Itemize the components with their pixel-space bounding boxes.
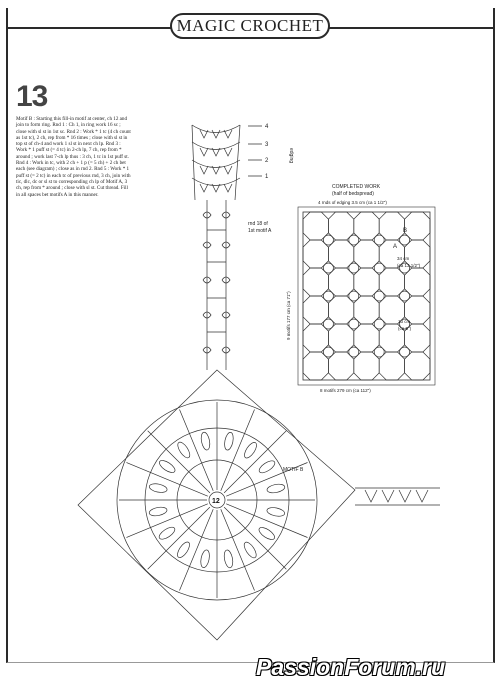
octagon-motif — [354, 352, 379, 380]
fill-size-in-label: (ca 5") — [398, 326, 412, 331]
fill-in-motif — [323, 319, 333, 329]
octagon-motif — [328, 240, 353, 268]
fill-in-motif — [323, 263, 333, 273]
fill-in-motif — [374, 319, 384, 329]
edging-label: edging — [288, 148, 294, 164]
fill-in-motif — [400, 235, 410, 245]
instructions-body: Motif B : Starting this fill-in motif at center, ch 12 and join to form ring. Rnd 1 : Ch 1, in ring work 16 sc ; close with sl st in 1st sc. Rnd 2 : Work * 1 tc (4 ch count as 1st tc), 2 ch, rep from * 16 times ; close with sl st in top st of ch-4 and work 1 sl st in next ch lp. Rnd 3 : Work * 1 puff st (= 4 tc) in 2-ch lp, 7 ch, rep from * around ; work last 7-ch lp thus : 3 ch, 1 tc in 1st puff st. Rnd 4 : Work in tc, with 2 ch + 1 p (= 5 ch) + 2 ch bet each (see diagram) ; close as in rnd 2. Rnd 5 : Work * 1 puff st (= 2 tc) in each tc of previous rnd, 3 ch, join with tic, dlc, dc or sl st to corresponding ch lp of Motif A, 3 ch, rep from * around ; close with sl st. Cut thread. Fill in all spaces bet motifs A in this manner. — [16, 116, 131, 198]
octagon-motif — [354, 212, 379, 240]
octagon-motif — [303, 240, 328, 268]
center-ring-label: 12 — [212, 498, 220, 505]
octagon-motif — [328, 268, 353, 296]
fill-in-motif — [374, 235, 384, 245]
octagon-motif — [303, 352, 328, 380]
octagon-motif — [303, 296, 328, 324]
fill-in-motif — [323, 291, 333, 301]
fill-in-motif — [349, 263, 359, 273]
rnd-18-label: rnd 18 of — [248, 221, 268, 227]
fill-in-motif — [349, 319, 359, 329]
completed-work-title: COMPLETED WORK — [332, 184, 381, 190]
octagon-motif — [354, 268, 379, 296]
pattern-number: 13 — [16, 80, 48, 113]
octagon-motif — [328, 324, 353, 352]
octagon-motif — [405, 212, 430, 240]
octagon-motif — [354, 240, 379, 268]
height-label: 9 motifs 177 cm (ca 71") — [286, 291, 291, 340]
fill-in-motif — [349, 347, 359, 357]
octagon-motif — [379, 268, 404, 296]
octagon-motif — [379, 352, 404, 380]
watermark: PassionForum.ru — [256, 654, 446, 680]
octagon-motif — [405, 268, 430, 296]
row-mark-4: 4 — [265, 124, 269, 130]
edging-note: 4 rnds of edging 3.5 cm (ca 1 1/2") — [318, 200, 387, 205]
fill-in-motif — [323, 347, 333, 357]
fill-in-motif — [374, 347, 384, 357]
row-mark-1: 1 — [265, 174, 269, 180]
magazine-title: MAGIC CROCHET — [170, 13, 330, 39]
fill-in-motif — [323, 235, 333, 245]
octagon-motif — [405, 352, 430, 380]
motif-size-in-label: (ca 13 1/2") — [397, 263, 421, 268]
octagon-motif — [303, 324, 328, 352]
completed-work-subtitle: (half of bedspread) — [332, 191, 374, 197]
octagon-motif — [328, 352, 353, 380]
octagon-motif — [354, 296, 379, 324]
fill-size-label: 13 cm — [398, 319, 411, 324]
fill-in-motif — [374, 263, 384, 273]
row-mark-3: 3 — [265, 142, 269, 148]
fill-in-motif — [400, 291, 410, 301]
fill-in-motif — [349, 291, 359, 301]
fill-in-motif — [374, 291, 384, 301]
fill-in-motif — [400, 347, 410, 357]
row-mark-2: 2 — [265, 158, 269, 164]
octagon-motif — [328, 296, 353, 324]
octagon-motif — [303, 212, 328, 240]
width-label: 8 motifs 279 cm (ca 112") — [320, 388, 371, 393]
motif-b-label: MOTIF B — [283, 467, 304, 473]
octagon-motif — [354, 324, 379, 352]
octagon-motif — [379, 212, 404, 240]
fill-in-motif — [349, 235, 359, 245]
label-b: B — [403, 228, 408, 234]
motif-size-label: 34 cm — [397, 256, 410, 261]
label-a: A — [393, 244, 398, 250]
motif-a-label: 1st motif A — [248, 228, 272, 234]
octagon-motif — [328, 212, 353, 240]
octagon-motif — [303, 268, 328, 296]
